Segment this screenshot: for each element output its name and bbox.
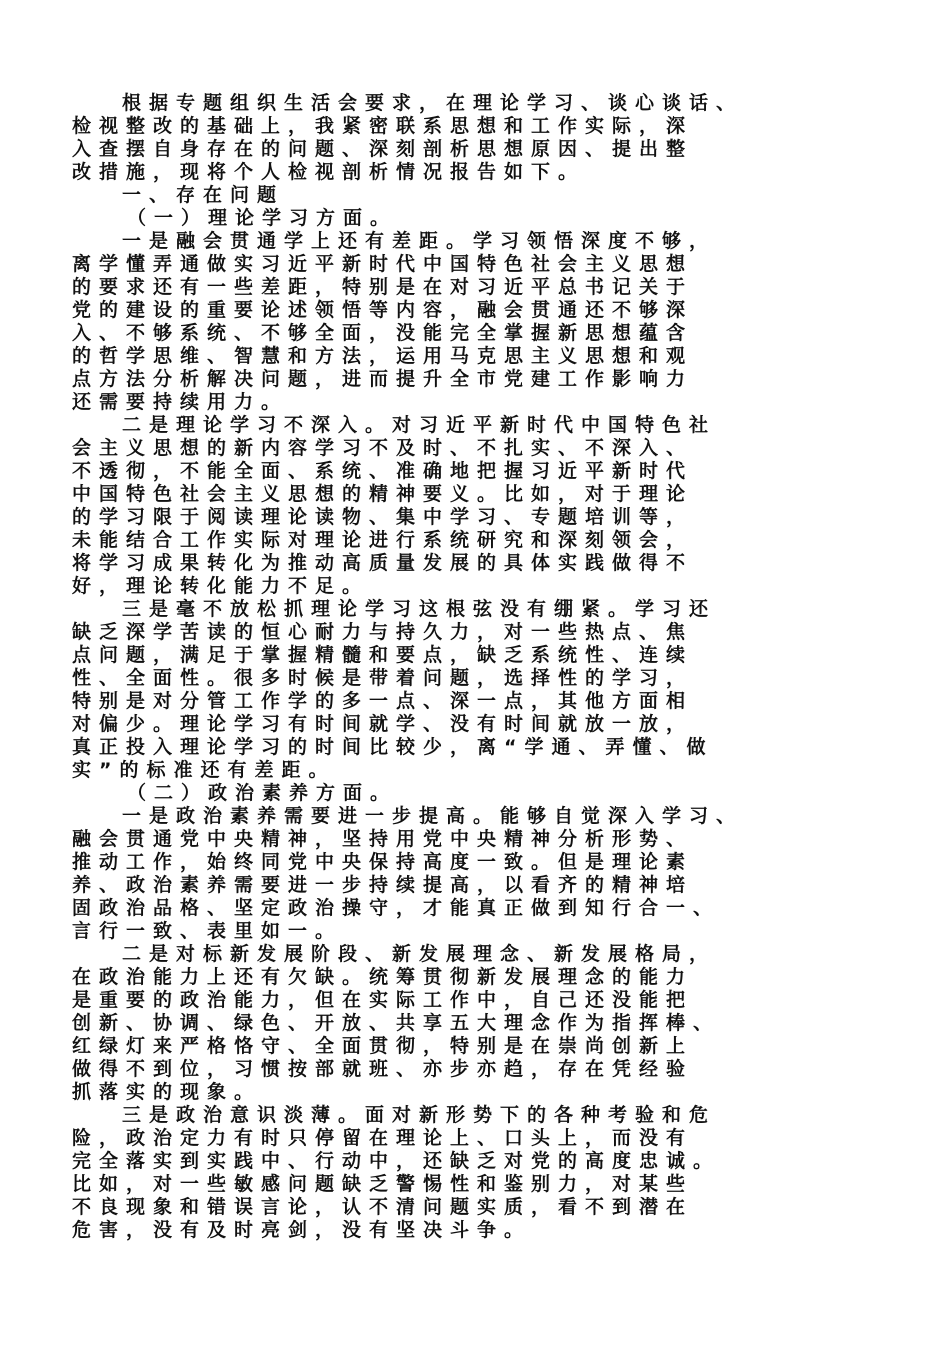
text-line: 会主义思想的新内容学习不及时、不扎实、不深入、 [72,437,694,459]
text-line: 推动工作，始终同党中央保持高度一致。但是理论素 [72,851,694,873]
text-line: 一、存在问题 [122,184,285,206]
text-line: 将学习成果转化为推动高质量发展的具体实践做得不 [72,552,694,574]
text-line: 中国特色社会主义思想的精神要义。比如，对于理论 [72,483,694,505]
text-line: 对偏少。理论学习有时间就学、没有时间就放一放， [72,713,694,735]
text-line: 点问题，满足于掌握精髓和要点，缺乏系统性、连续 [72,644,694,666]
text-line: 在政治能力上还有欠缺。统筹贯彻新发展理念的能力 [72,966,694,988]
text-line: 根据专题组织生活会要求，在理论学习、谈心谈话、 [122,92,744,114]
text-line: 一是融会贯通学上还有差距。学习领悟深度不够， [122,230,717,252]
text-line: 创新、协调、绿色、开放、共享五大理念作为指挥棒、 [72,1012,721,1034]
text-line: 缺乏深学苦读的恒心耐力与持久力，对一些热点、焦 [72,621,694,643]
text-line: 言行一致、表里如一。 [72,920,343,942]
text-line: 固政治品格、坚定政治操守，才能真正做到知行合一、 [72,897,721,919]
text-line: 不良现象和错误言论，认不清问题实质，看不到潜在 [72,1196,694,1218]
text-line: 红绿灯来严格恪守、全面贯彻，特别是在崇尚创新上 [72,1035,694,1057]
text-line: 检视整改的基础上，我紧密联系思想和工作实际，深 [72,115,694,137]
text-line: 离学懂弄通做实习近平新时代中国特色社会主义思想 [72,253,694,275]
text-line: 实”的标准还有差距。 [72,759,336,781]
text-line: 特别是对分管工作学的多一点、深一点，其他方面相 [72,690,694,712]
text-line: 好，理论转化能力不足。 [72,575,370,597]
text-line: 入、不够系统、不够全面，没能完全掌握新思想蕴含 [72,322,694,344]
text-line: （一）理论学习方面。 [127,207,398,229]
text-line: 点方法分析解决问题，进而提升全市党建工作影响力 [72,368,694,390]
text-line: 危害，没有及时亮剑，没有坚决斗争。 [72,1219,532,1241]
document-body [72,92,872,1242]
text-line: 入查摆自身存在的问题、深刻剖析思想原因、提出整 [72,138,694,160]
text-line: 不透彻，不能全面、系统、准确地把握习近平新时代 [72,460,694,482]
text-line: 党的建设的重要论述领悟等内容，融会贯通还不够深 [72,299,694,321]
text-line: 三是毫不放松抓理论学习这根弦没有绷紧。学习还 [122,598,717,620]
text-line: 抓落实的现象。 [72,1081,262,1103]
text-line: 性、全面性。很多时候是带着问题，选择性的学习， [72,667,694,689]
text-line: 的学习限于阅读理论读物、集中学习、专题培训等， [72,506,694,528]
text-line: 真正投入理论学习的时间比较少，离“学通、弄懂、做 [72,736,714,758]
text-line: 未能结合工作实际对理论进行系统研究和深刻领会， [72,529,694,551]
text-line: 三是政治意识淡薄。面对新形势下的各种考验和危 [122,1104,717,1126]
text-line: 做得不到位，习惯按部就班、亦步亦趋，存在凭经验 [72,1058,694,1080]
text-line: 还需要持续用力。 [72,391,289,413]
text-line: 养、政治素养需要进一步持续提高，以看齐的精神培 [72,874,694,896]
text-line: 是重要的政治能力，但在实际工作中，自己还没能把 [72,989,694,1011]
text-line: 改措施，现将个人检视剖析情况报告如下。 [72,161,586,183]
text-line: 二是对标新发展阶段、新发展理念、新发展格局， [122,943,717,965]
text-line: 一是政治素养需要进一步提高。能够自觉深入学习、 [122,805,744,827]
text-line: 融会贯通党中央精神，坚持用党中央精神分析形势、 [72,828,694,850]
text-line: 完全落实到实践中、行动中，还缺乏对党的高度忠诚。 [72,1150,721,1172]
text-line: （二）政治素养方面。 [127,782,398,804]
text-line: 的哲学思维、智慧和方法，运用马克思主义思想和观 [72,345,694,367]
text-line: 的要求还有一些差距，特别是在对习近平总书记关于 [72,276,694,298]
text-line: 险，政治定力有时只停留在理论上、口头上，而没有 [72,1127,694,1149]
text-line: 比如，对一些敏感问题缺乏警惕性和鉴别力，对某些 [72,1173,694,1195]
text-line: 二是理论学习不深入。对习近平新时代中国特色社 [122,414,717,436]
